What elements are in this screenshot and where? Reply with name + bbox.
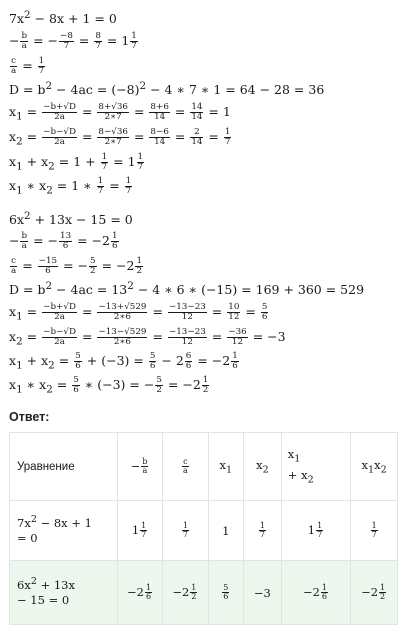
table-row [10, 561, 398, 625]
eq2-line-5: $x_1$ = $\frac{-b+√D}{2a}$ = $\frac{-13+√529}{2∗6}$ = $\frac{-13-23}{12}$ = $\frac{10}{12}$ = $\frac{5}{6}$ [9, 302, 268, 323]
eq2-sum: −2 $\frac{1}{6}$ [281, 561, 350, 625]
eq1-line-6: $x_2$ = $\frac{-b-√D}{2a}$ = $\frac{8-√36}{2∗7}$ = $\frac{8-6}{14}$ = $\frac{2}{14}$ = $\frac{1}{7}$ [9, 127, 231, 148]
eq1-line-5: $x_1$ = $\frac{-b+√D}{2a}$ = $\frac{8+√36}{2∗7}$ = $\frac{8+6}{14}$ = $\frac{14}{14}$ = 1 [9, 102, 231, 123]
eq1-cell: $7x^2 - 8x + 1$ = 0 [10, 501, 118, 561]
table-row [10, 501, 398, 561]
col-product-header: $x_1x_2$ [351, 433, 398, 501]
eq1-line-2: − $\frac{b}{a}$ = − $\frac{-8}{7}$ = $\frac{8}{7}$ = 1 $\frac{1}{7}$ [9, 31, 137, 52]
col-x2-header: $x_2$ [243, 433, 281, 501]
eq2-product: −2 $\frac{1}{2}$ [351, 561, 398, 625]
eq1-product: $\frac{1}{7}$ [351, 501, 398, 561]
eq1-x1: 1 [208, 501, 243, 561]
eq2-line-8: $x_1$ ∗ $x_2$ = $\frac{5}{6}$ ∗ (−3) = − $\frac{5}{2}$ = −2 $\frac{1}{2}$ [9, 375, 209, 396]
eq2-line-7: $x_1 + x_2$ = $\frac{5}{6}$ + (−3) = $\frac{5}{6}$ − 2 $\frac{6}{6}$ = −2 $\frac{1}{6}$ [9, 351, 238, 372]
col-c-over-a-header: $\frac{c}{a}$ [163, 433, 208, 501]
table-header-row [10, 433, 398, 501]
eq2-c-over-a: −2 $\frac{1}{2}$ [163, 561, 208, 625]
eq2-x1: $\frac{5}{6}$ [208, 561, 243, 625]
eq1-c-over-a: $\frac{1}{7}$ [163, 501, 208, 561]
answer-label: Ответ: [9, 410, 50, 424]
eq1-x2: $\frac{1}{7}$ [243, 501, 281, 561]
eq1-line-7: $x_1 + x_2 = 1$ + $\frac{1}{7}$ = 1 $\frac{1}{7}$ [9, 152, 144, 173]
eq2-line-3: $\frac{c}{a}$ = $\frac{-15}{6}$ = − $\frac{5}{2}$ = −2 $\frac{1}{2}$ [11, 256, 143, 277]
eq2-minus-b-over-a: −2 $\frac{1}{6}$ [117, 561, 162, 625]
col-x1-header: $x_1$ [208, 433, 243, 501]
col-equation-header: Уравнение [10, 433, 118, 501]
eq1-sum: 1 $\frac{1}{7}$ [281, 501, 350, 561]
col-sum-header: $x_1$ + $x_2$ [281, 433, 350, 501]
eq1-minus-b-over-a: 1 $\frac{1}{7}$ [117, 501, 162, 561]
eq1-line-3: $\frac{c}{a}$ = $\frac{1}{7}$ [11, 56, 45, 77]
eq2-line-2: − $\frac{b}{a}$ = − $\frac{13}{6}$ = −2 $\frac{1}{6}$ [9, 231, 118, 252]
eq2-line-1: $6x^2 + 13x - 15 = 0$ [9, 210, 133, 228]
eq2-line-4: $D = b^2 - 4ac = 13^2 - 4$ ∗ 6 ∗ (−15) = 169 + 360 = 529 [9, 280, 365, 298]
eq2-cell: $6x^2 + 13x$ − 15 = 0 [10, 561, 118, 625]
eq2-x2: −3 [243, 561, 281, 625]
answer-table [9, 432, 398, 625]
eq2-line-6: $x_2$ = $\frac{-b-√D}{2a}$ = $\frac{-13-√529}{2∗6}$ = $\frac{-13-23}{12}$ = $\frac{-36}{12}$ = −3 [9, 327, 286, 348]
eq1-line-4: $D = b^2 - 4ac = (-8)^2 - 4$ ∗ 7 ∗ 1 = 64 − 28 = 36 [9, 80, 325, 98]
eq1-line-8: $x_1$ ∗ $x_2 = 1$ ∗ $\frac{1}{7}$ = $\frac{1}{7}$ [9, 176, 132, 197]
eq1-line-1: $7x^2 - 8x + 1 = 0$ [9, 9, 117, 27]
col-minus-b-over-a-header: − $\frac{b}{a}$ [117, 433, 162, 501]
